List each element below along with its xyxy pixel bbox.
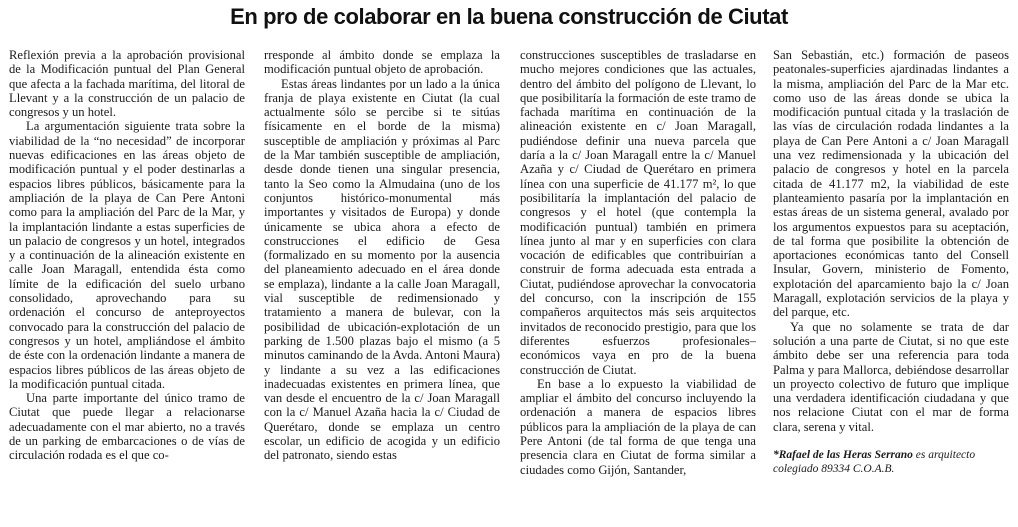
paragraph: Una parte importante del único tramo de Ciutat que puede llegar a relacionarse adecuadamente con el mar abierto, no a través de un parking de embarcaciones o de vías de circulación rodada es el que co- [9, 391, 245, 463]
author-role: es arquitecto colegiado 89334 C.O.A.B. [773, 449, 976, 476]
text-column-2 [264, 48, 500, 522]
paragraph: La argumentación siguiente trata sobre la viabilidad de la “no necesidad” de incorporar nuevas edificaciones en las áreas objeto de modificación puntual y el poder destinarlas a espacios libres públicos, básicamente para la ampliación de la playa de Can Pere Antoni como para la ampliación del Parc de la Mar, y la implantación lindante a estas superficies de un palacio de congresos y un hotel, integrados y a continuación de la alineación existente en calle Joan Maragall, entendida ésta como límite de la edificación del suelo urbano consolidado, aprovechando para su ordenación el concurso de anteproyectos convocado para la construcción del palacio de congresos y un hotel, ampliándose el ámbito de éste con la ordenación lindante a manera de espacios libres públicos de las áreas objeto de la modificación puntual citada. [9, 119, 245, 391]
article-title: En pro de colaborar en la buena construcción de Ciutat [230, 4, 788, 29]
paragraph: Reflexión previa a la aprobación provisional de la Modificación puntual del Plan General que afecta a la fachada marítima, del litoral de Llevant y a la construcción de un palacio de congresos y un hotel. [9, 48, 245, 120]
text-column-1 [9, 48, 245, 522]
author-signature [773, 448, 1009, 476]
paragraph: San Sebastián, etc.) formación de paseos peatonales-superficies ajardinadas lindantes a la misma, ampliación del Parc de la Mar etc. como uso de las áreas donde se ubica la modificación puntual citada y la traslación de las vías de circulación rodada lindantes a la playa de Can Pere Antoni a c/ Joan Maragall una vez redimensionada y la ubicación del palacio de congresos y hotel en la parcela citada de 41.177 m2, la viabilidad de este planteamiento pasaría por la implantación en estas áreas de un sistema general, avalado por los argumentos expuestos para su aceptación, de tal forma que posibilite la obtención de aportaciones económicas tanto del Consell Insular, Govern, ministerio de Fomento, explotación del aparcamiento bajo la c/ Joan Maragall, explotación servicios de la playa y del parque, etc. [773, 48, 1009, 320]
text-column-4 [773, 48, 1009, 522]
paragraph: Ya que no solamente se trata de dar solución a una parte de Ciutat, si no que este ámbito debe ser una referencia para toda Palma y para Mallorca, debiéndose desarrollar un proyecto colectivo de futuro que implique una verdadera identificación ciudadana y que nos relacione Ciutat con el mar de forma clara, serena y vital. [773, 319, 1009, 434]
paragraph: construcciones susceptibles de trasladarse en mucho mejores condiciones que las actuales, dentro del ámbito del polígono de Llevant, lo que posibilitaría la formación de este tramo de fachada marítima en continuación de la alineación existente en c/ Joan Maragall, pudiéndose definir una nueva parcela que daría a la c/ Joan Maragall entre la c/ Manuel Azaña y c/ Ciudad de Querétaro en primera línea con una superficie de 41.177 m², lo que posibilitaría la implantación del palacio de congresos y el hotel (que contempla la modificación puntual) también en primera línea junto al mar y en superficies con clara vocación de edificables que contribuirían a construir de forma adecuada esta entrada a Ciutat, pudiéndose aprovechar la convocatoria del concurso, con la inscripción de 155 compañeros arquitectos más seis arquitectos invitados de reconocido prestigio, para que los diferentes esfuerzos profesionales–económicos vaya en pro de la buena construcción de Ciutat. [520, 48, 756, 377]
text-column-3 [520, 48, 756, 522]
author-name: *Rafael de las Heras Serrano [773, 449, 913, 462]
paragraph: rresponde al ámbito donde se emplaza la modificación puntual objeto de aprobación. [264, 48, 500, 77]
paragraph: Estas áreas lindantes por un lado a la única franja de playa existente en Ciutat (la cual actualmente sólo se percibe si te sitúas físicamente en el borde de la misma) susceptible de ampliación y próximas al Parc de la Mar también susceptible de ampliación, desde donde tienen una singular presencia, tanto la Seo como la Almudaina (uno de los conjuntos histórico-monumental más importantes y visitados de Europa) y donde únicamente se ubica ahora a efecto de construcciones el edificio de Gesa (formalizado en su momento por la ausencia del planeamiento adecuado en el área donde se emplaza), lindante a la calle Joan Maragall, vial susceptible de redimensionado y tratamiento a manera de bulevar, con la posibilidad de ubicación-explotación de un parking de 1.500 plazas bajo el mismo (a 5 minutos caminando de la Avda. Antoni Maura) y lindante a su vez a las edificaciones inadecuadas existentes en primera línea, que van desde el encuentro de la c/ Joan Maragall con la c/ Manuel Azaña hacia la c/ Ciudad de Querétaro, donde se emplaza un centro escolar, un edificio de acogida y un edificio del patronato, siendo estas [264, 76, 500, 463]
paragraph: En base a lo expuesto la viabilidad de ampliar el ámbito del concurso incluyendo la ordenación a manera de espacios libres públicos para la ampliación de la playa de can Pere Antoni (de tal forma de que tenga una presencia clara en Ciutat de forma similar a ciudades como Gijón, Santander, [520, 376, 756, 477]
